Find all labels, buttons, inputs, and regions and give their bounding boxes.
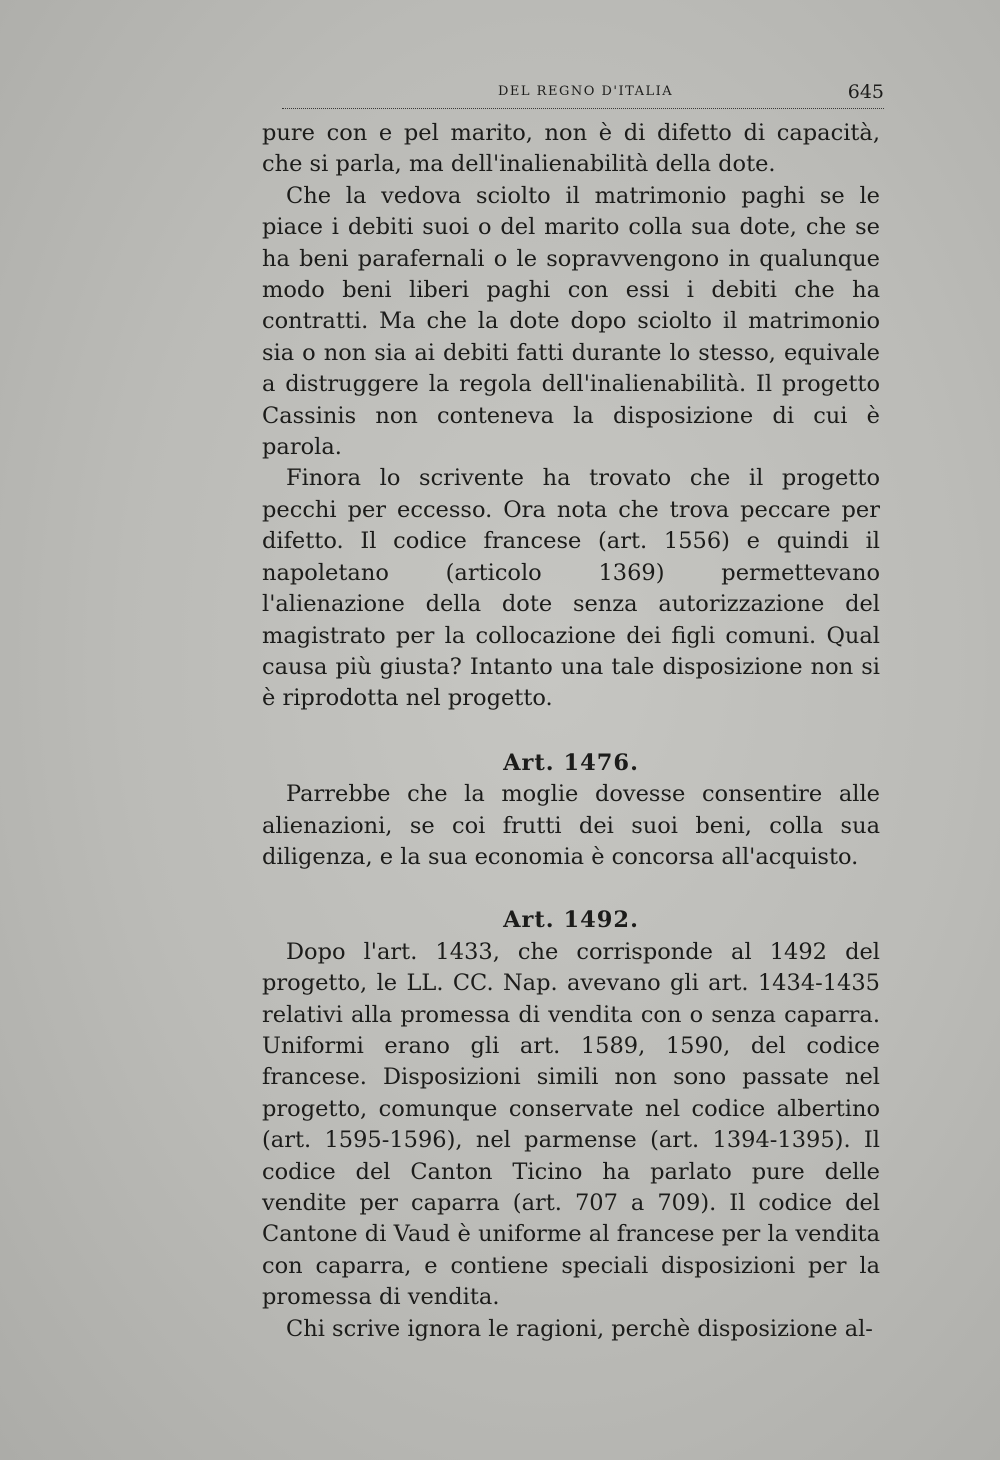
paragraph: Dopo l'art. 1433, che corrisponde al 1492 del progetto, le LL. CC. Nap. avevano gli art. 1434-1435 relativi alla promessa di vendita con o senza caparra. Uniformi erano gli art. 1589, 1590, del codice francese. Disposizioni simili non sono passate nel progetto, comunque conservate nel codice albertino (art. 1595-1596), nel parmense (art. 1394-1395). Il codice del Canton Ticino ha parlato pure delle vendite per caparra (art. 707 a 709). Il codice del Cantone di Vaud è uniforme al francese per la vendita con caparra, e contiene speciali disposizioni per la promessa di vendita. xyxy=(262,938,880,1311)
paragraph: Chi scrive ignora le ragioni, perchè disposizione al- xyxy=(286,1315,873,1342)
paragraph: Che la vedova sciolto il matrimonio paghi se le piace i debiti suoi o del marito colla sua dote, che se ha beni parafernali o le sopravvengono in qualunque modo beni liberi paghi con essi i debiti che ha contratti. Ma che la dote dopo sciolto il matrimonio sia o non sia ai debiti fatti durante lo stesso, equivale a distruggere la regola dell'inalienabilità. Il progetto Cassinis non conteneva la disposizione di cui è parola. xyxy=(262,182,880,461)
running-head xyxy=(282,82,884,109)
paragraph: Parrebbe che la moglie dovesse consentire alle alienazioni, se coi frutti dei suoi beni, colla sua diligenza, e la sua economia è concorsa all'acquisto. xyxy=(262,781,880,870)
running-title: DEL REGNO D'ITALIA xyxy=(498,84,674,99)
page-number: 645 xyxy=(847,81,884,103)
paragraph: pure con e pel marito, non è di difetto di capacità, che si parla, ma dell'inalienabilità della dote. xyxy=(262,120,880,178)
article-heading: Art. 1492. xyxy=(503,907,639,934)
article-heading: Art. 1476. xyxy=(503,749,639,776)
text-block xyxy=(262,118,880,1345)
paragraph: Finora lo scrivente ha trovato che il progetto pecchi per eccesso. Ora nota che trova peccare per difetto. Il codice francese (art. 1556) e quindi il napoletano (articolo 1369) permettevano l'alienazione della dote senza autorizzazione del magistrato per la collocazione dei figli comuni. Qual causa più giusta? Intanto una tale disposizione non si è riprodotta nel progetto. xyxy=(262,465,880,712)
